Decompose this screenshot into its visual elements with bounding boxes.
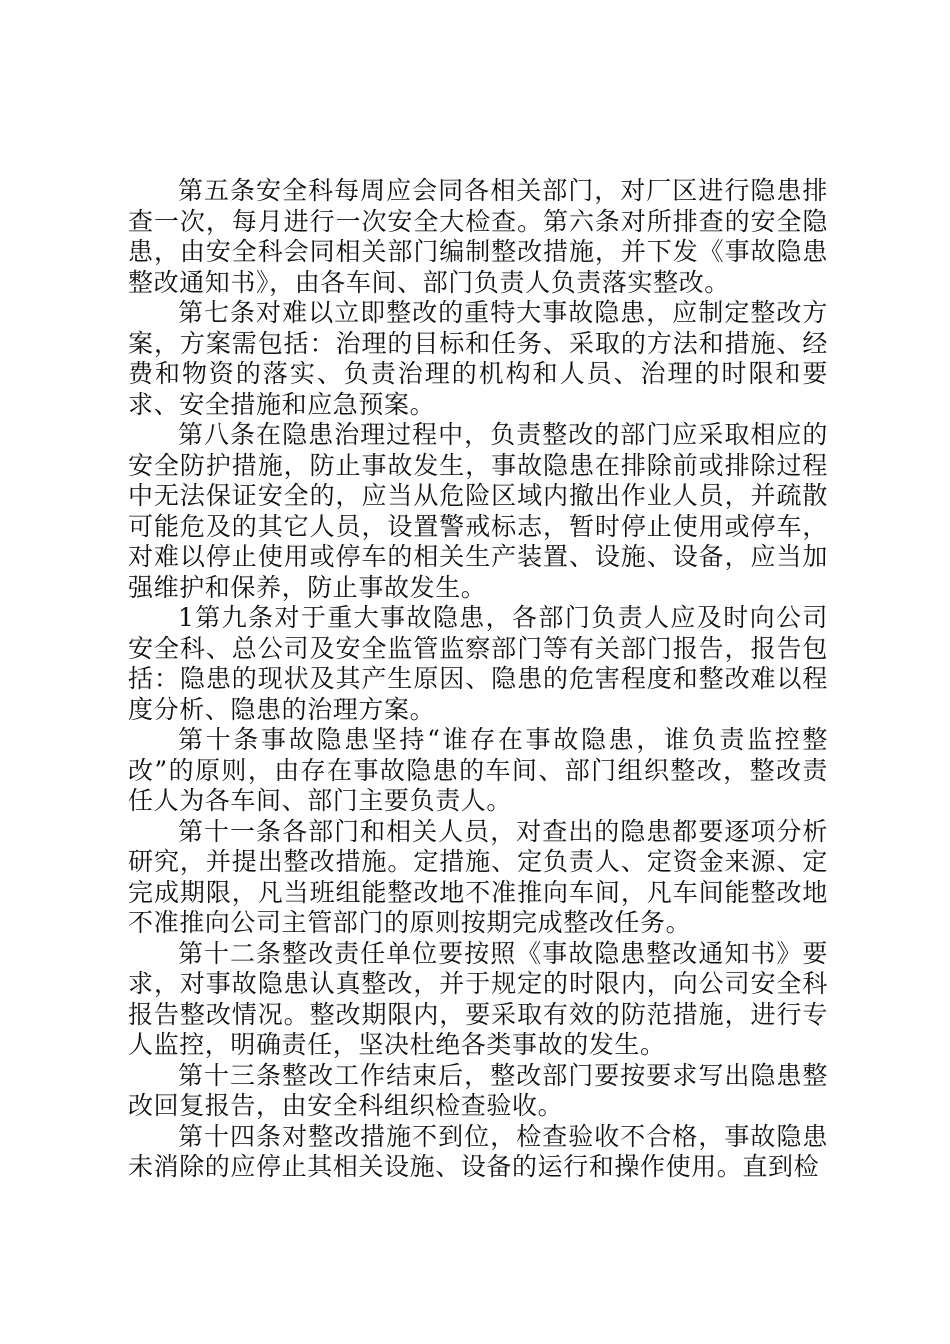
article-13-paragraph: 第十三条整改工作结束后，整改部门要按要求写出隐患整改回复报告，由安全科组织检查验收。 [128,1060,828,1120]
article-12-paragraph: 第十二条整改责任单位要按照《事故隐患整改通知书》要求，对事故隐患认真整改，并于规定的时限内，向公司安全科报告整改情况。整改期限内，要采取有效的防范措施，进行专人监控，明确责任，坚决杜绝各类事故的发生。 [128,938,828,1059]
article-14-paragraph: 第十四条对整改措施不到位，检查验收不合格，事故隐患未消除的应停止其相关设施、设备的运行和操作使用。直到检 [128,1121,828,1181]
article-8-paragraph: 第八条在隐患治理过程中，负责整改的部门应采取相应的安全防护措施，防止事故发生，事故隐患在排除前或排除过程中无法保证安全的，应当从危险区域内撤出作业人员，并疏散可能危及的其它人员，设置警戒标志，暂时停止使用或停车，对难以停止使用或停车的相关生产装置、设施、设备，应当加强维护和保养，防止事故发生。 [128,420,828,602]
article-10-paragraph: 第十条事故隐患坚持“谁存在事故隐患，谁负责监控整改”的原则，由存在事故隐患的车间、部门组织整改，整改责任人为各车间、部门主要负责人。 [128,725,828,815]
article-11-paragraph: 第十一条各部门和相关人员，对查出的隐患都要逐项分析研究，并提出整改措施。定措施、定负责人、定资金来源、定完成期限，凡当班组能整改地不准推向车间，凡车间能整改地不准推向公司主管部门的原则按期完成整改任务。 [128,816,828,937]
article-7-paragraph: 第七条对难以立即整改的重特大事故隐患，应制定整改方案，方案需包括：治理的目标和任务、采取的方法和措施、经费和物资的落实、负责治理的机构和人员、治理的时限和要求、安全措施和应急预案。 [128,298,828,419]
article-5-6-paragraph: 第五条安全科每周应会同各相关部门，对厂区进行隐患排查一次，每月进行一次安全大检查。第六条对所排查的安全隐患，由安全科会同相关部门编制整改措施，并下发《事故隐患整改通知书》，由各车间、部门负责人负责落实整改。 [128,176,828,297]
article-9-paragraph: 1第九条对于重大事故隐患，各部门负责人应及时向公司安全科、总公司及安全监管监察部门等有关部门报告，报告包括：隐患的现状及其产生原因、隐患的危害程度和整改难以程度分析、隐患的治理方案。 [128,603,828,724]
document-body [128,176,828,1183]
